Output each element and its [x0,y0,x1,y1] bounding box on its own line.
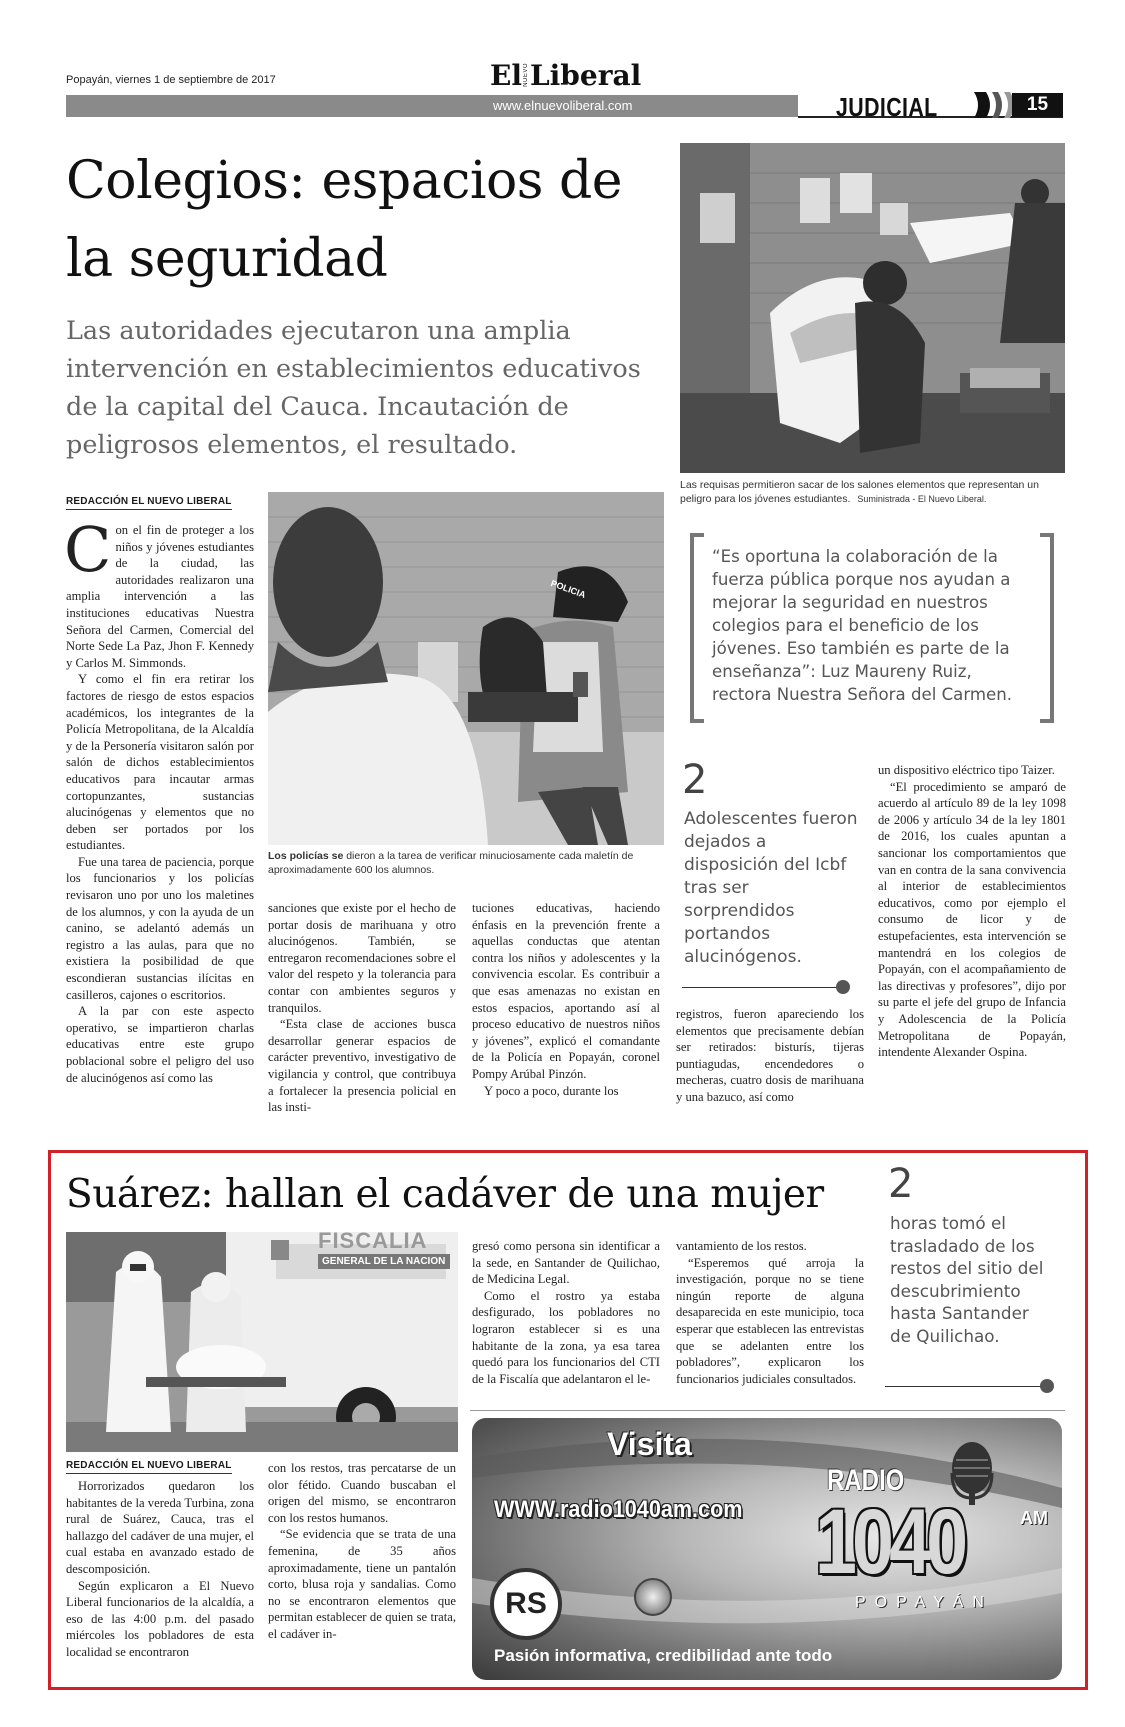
quote-bracket-right-icon [1040,533,1054,723]
callout-text-2: horas tomó el trasladado de los restos del sitio del descubrimiento hasta Santander de Quilichao. [890,1213,1044,1346]
a1-c1-p2: Y como el fin era retirar los factores de riesgo de estos espacios académicos, los integrantes de la Policía Metropolitana, de la Alcaldía y de la Personería visitaron salón por salón de dichos establecimientos educativos para incautar armas cortopunzantes, sustancias alucinógenas y elementos que no deben ser portados por los estudiantes. [66,672,254,853]
callout-text-1: Adolescentes fueron dejados a disposición del Icbf tras ser sorprendidos portandos alucinógenos. [684,809,858,967]
section-label: JUDICIAL [836,92,938,122]
article1-column-2 [268,900,456,1116]
rs-logo-icon: RS [490,1568,562,1640]
callout-rule-1 [682,987,842,988]
photo-police-caption-bold: Los policías se [268,850,344,862]
ad-emblem-icon [634,1578,672,1616]
quote-bracket-left-icon [690,533,704,723]
a2-c4-p1: vantamiento de los restos. [676,1239,807,1253]
header-bar [66,95,798,117]
a1-c3-p2: Y poco a poco, durante los [484,1083,619,1098]
headline-suarez: Suárez: hallan el cadáver de una mujer [66,1172,824,1217]
photo-police-backpack [268,492,664,845]
article1-column-4 [676,1006,864,1106]
a2-c1-p1: Horrorizados quedaron los habitantes de la vereda Turbina, zona rural de Suárez, Cauca, tras el hallazgo del cadáver de una mujer, el cual estaba en avanzado estado de descomposición. [66,1479,254,1576]
article1-column-3 [472,900,660,1099]
a1-c4-p1: registros, fueron apareciendo los elementos que precisamente debían ser retirados: bisturís, tijeras puntiagudas, encendedores o mecheras, cuatro dosis de marihuana y una bazuco, así como [676,1007,864,1104]
ad-slogan: Pasión informativa, credibilidad ante todo [494,1646,833,1665]
callout-number-1: 2 [682,757,708,803]
ad-url[interactable]: WWW.radio1040am.com [494,1496,743,1523]
callout-number-2: 2 [888,1161,914,1207]
website-link[interactable]: www.elnuevoliberal.com [493,98,633,113]
article2-column-1 [66,1478,254,1661]
police-vest-label: POLICIA [549,578,588,600]
photo-classroom-caption-text: Las requisas permitieron sacar de los salones elementos que representan un peligro para los jóvenes estudiantes. [680,479,1039,505]
byline-article1: REDACCIÓN EL NUEVO LIBERAL [66,496,232,510]
ad-frequency: 1040 [815,1491,964,1593]
ad-separator [470,1410,1065,1411]
ad-radio-label: RADIO [827,1464,905,1497]
page-number: 15 [1012,93,1063,117]
a1-c3-p1: tuciones educativas, haciendo énfasis en la prevención frente a aquellas conductas que atentan contra los niños y adolescentes y la convivencia escolar. Es contribuir a que esas amenazas no existan en estos espacios, aportando así al proceso educativo de nuestros niños y jóvenes”, explicó el comandante de la Policía en Popayán, coronel Pompy Arúbal Pinzón. [472,901,660,1081]
callout-dot-2-icon [1040,1379,1054,1393]
a2-c2-p2: “Se evidencia que se trata de una femenina, de 35 años aproximadamente, tiene un pantalón corto, blusa roja y sandalias. Como no se encontraron elementos que permitan establecer de quien se trata, el cadáver in- [268,1527,456,1641]
a1-c1-p1: on el fin de proteger a los niños y jóvenes estudiantes de la ciudad, las autoridades realizaron una amplia intervención a las instituciones educativas Nuestra Señora del Carmen, Comercial del Norte Sede La Paz, Jhon F. Kennedy y Carlos M. Simmonds. [66,523,254,670]
a2-c4-p2: “Esperemos qué arroja la investigación, porque no se tiene ningún reporte de alguna desaparecida en este municipio, toca esperar que establecen las entrevistas que se adelanten entre los pobladores”, explicaron los funcionarios judiciales consultados. [676,1255,864,1386]
photo-forensics [66,1232,458,1452]
photo-sign-fiscalia: FISCALIA [318,1232,428,1253]
callout-rule-2 [885,1386,1043,1387]
masthead-logo [490,58,641,90]
headline-main: Colegios: espacios de la seguridad [66,151,623,289]
a1-c1-p4: A la par con este aspecto operativo, se impartieron charlas educativas entre este grupo poblacional sobre el peligro del uso de alucinógenos así como las [66,1004,254,1085]
pull-quote: “Es oportuna la colaboración de la fuerza pública porque nos ayudan a mejorar la seguridad en nuestros colegios para el beneficio de los jóvenes. Eso también es parte de la enseñanza”: Luz Maureny Ruiz, rectora Nuestra Señora del Carmen. [712,547,1013,704]
article2-column-2 [268,1460,456,1643]
callout-dot-1-icon [836,980,850,994]
a2-c2-p1: con los restos, tras percatarse de un olor fétido. Cuando buscaban el origen del mismo, se encontraron con los restos humanos. [268,1461,456,1525]
deck: Las autoridades ejecutaron una amplia intervención en establecimientos educativos de la capital del Cauca. Incautación de peligrosos elementos, el resultado. [66,316,641,460]
a2-c1-p2: Según explicaron a El Nuevo Liberal funcionarios de la alcaldía, a eso de las 4:00 p.m. del pasado miércoles los pobladores de esta localidad se encontraron [66,1578,254,1659]
article1-column-5 [878,762,1066,1061]
photo-classroom-credit: Suministrada - El Nuevo Liberal. [857,494,987,504]
photo-police-caption [268,849,664,877]
article2-column-4 [676,1238,864,1387]
photo-classroom-caption [680,478,1065,506]
logo-el: El [490,59,522,92]
logo-liberal: Liberal [529,59,642,92]
a1-c2-p2: “Esta clase de acciones busca desarrollar generar espacios de carácter preventivo, investigativo de vigilancia y control, que contribuya a fortalecer la presencia policial en las insti- [268,1017,456,1115]
article1-column-1 [64,513,254,1086]
a1-c5-p2: “El procedimiento se amparó de acuerdo al artículo 89 de la ley 1098 de 2006 y artículo 34 de la ley 1801 de 2016, los cuales apuntan a sancionar los comportamientos que van en contra de la sana convivencia al interior de establecimientos educativos, como por ejemplo el consumo de licor y de estupefacientes, esta intervención se mantendrá en los colegios de Popayán, con el acompañamiento de las directivas y profesores”, dijo por su parte el jefe del grupo de Infancia y Adolescencia de la Policía Metropolitana de Popayán, intendente Alexander Ospina. [878,779,1066,1060]
ad-am: AM [1020,1508,1048,1528]
ad-city: POPAYÁN [855,1594,993,1611]
a1-c1-p3: Fue una tarea de paciencia, porque los funcionarios y los policías revisaron uno por uno los maletines de los alumnos, y con la ayuda de un canino, se adelantó además un registro a las aulas, para que no existiera la posibilidad de que escondieran sustancias ilícitas en casilleros, cajones o escritorios. [66,854,254,1002]
photo-police-caption-text: dieron a la tarea de verificar minuciosamente cada maletín de aproximadamente 600 los alumnos. [268,850,634,876]
byline-article2: REDACCIÓN EL NUEVO LIBERAL [66,1460,232,1474]
ad-visita: Visita [607,1426,692,1462]
photo-classroom-search [680,143,1065,473]
a1-c2-p1: sanciones que existe por el hecho de portar dosis de marihuana y otro alucinógenos. También, se entregaron recomendaciones sobre el valor del respeto y la tolerancia para contar con ambientes seguros y tranquilos. [268,901,456,1015]
a1-c5-p1: un dispositivo eléctrico tipo Taizer. [878,763,1055,777]
dropcap: C [64,513,112,586]
photo-sign-general: GENERAL DE LA NACION [318,1254,450,1269]
dateline: Popayán, viernes 1 de septiembre de 2017 [66,74,276,86]
a2-c3-p2: Como el rostro ya estaba desfigurado, los pobladores no lograron establecer si es una habitante de la zona, ya esa tarea quedó para los funcionarios del CTI de la Fiscalía que adelantaron el le- [472,1288,660,1386]
logo-nuevo: NUEVO [522,63,529,87]
a2-c3-p1: gresó como persona sin identificar a la sede, en Santander de Quilichao, de Medicina Legal. [472,1239,660,1287]
radio-ad[interactable] [472,1418,1062,1680]
article2-column-3 [472,1238,660,1387]
